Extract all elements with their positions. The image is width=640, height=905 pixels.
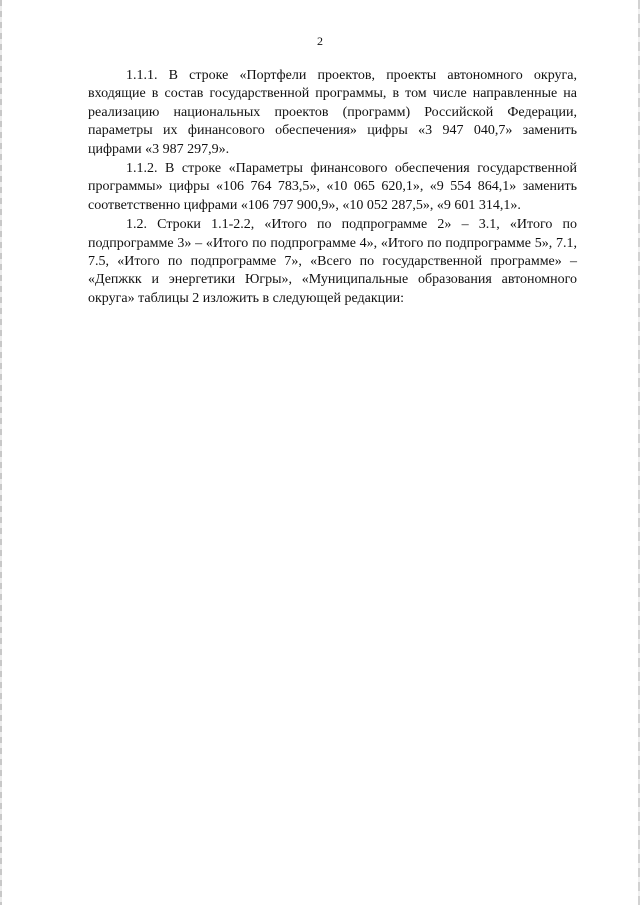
scan-edge-left [0,0,2,905]
document-body [88,67,577,308]
paragraph-1-2: 1.2. Строки 1.1-2.2, «Итого по подпрограмме 2» – 3.1, «Итого по подпрограмме 3» – «Итого по подпрограмме 4», «Итого по подпрограмме 5», 7.1, 7.5, «Итого по подпрограмме 7», «Всего по государственной программе» – «Депжкк и энергетики Югры», «Муниципальные образования автономного округа» таблицы 2 изложить в следующей редакции: [88,217,577,306]
paragraph-1-1-2: 1.1.2. В строке «Параметры финансового обеспечения государственной программы» цифры «106 764 783,5», «10 065 620,1», «9 554 864,1» заменить соответственно цифрами «106 797 900,9», «10 052 287,5», «9 601 314,1». [88,161,577,213]
page-number: 2 [317,34,323,48]
paragraph-1-1-1: 1.1.1. В строке «Портфели проектов, проекты автономного округа, входящие в состав государственной программы, в том числе направленные на реализацию национальных проектов (программ) Российской Федерации, параметры их финансового обеспечения» цифры «3 947 040,7» заменить цифрами «3 987 297,9». [88,68,577,157]
